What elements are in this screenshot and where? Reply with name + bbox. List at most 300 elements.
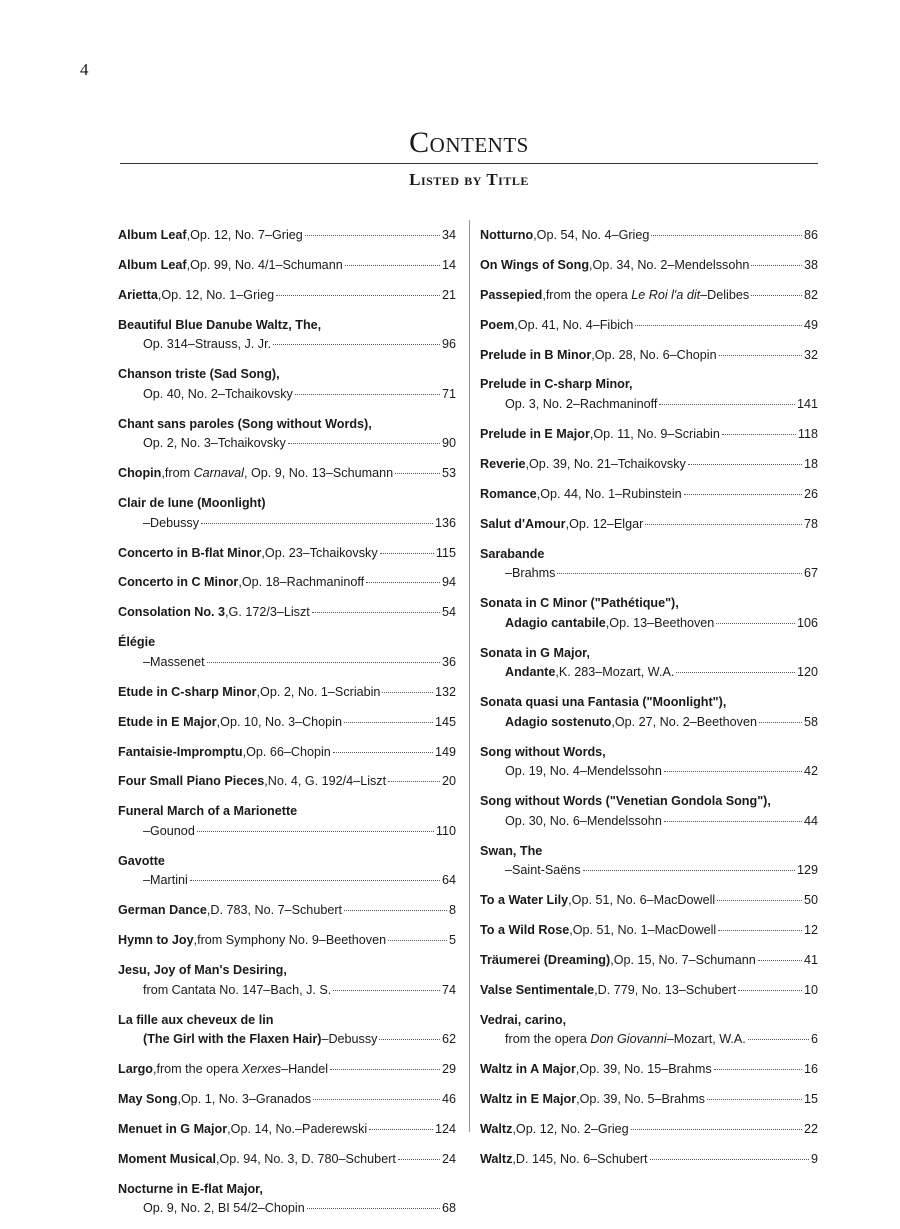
entry-label [480, 316, 518, 336]
entry-description: –Debussy [321, 1032, 378, 1047]
entry-page-number: 110 [435, 823, 456, 838]
entry-page-number: 49 [803, 317, 818, 332]
dot-leader [333, 752, 433, 753]
entry-description: Op. 12–Elgar [569, 516, 644, 531]
entry-separator: , [536, 486, 541, 501]
entry-label [480, 256, 593, 276]
toc-entry [118, 961, 456, 1011]
toc-entry [118, 226, 456, 256]
entry-label [118, 1120, 231, 1140]
entry-line-2 [480, 564, 818, 584]
entry-title: Sarabande [480, 546, 545, 561]
entry-description: Op. 23–Tchaikovsky [264, 545, 378, 560]
toc-entry [480, 644, 818, 694]
entry-separator: , [576, 1091, 580, 1106]
entry-separator: , [242, 744, 247, 759]
entry-page-number: 16 [803, 1062, 818, 1077]
toc-entry [480, 1011, 818, 1061]
entry-line-2 [480, 614, 818, 634]
toc-entry [480, 891, 818, 921]
entry-line-1 [118, 415, 456, 435]
work-title-italic: Le Roi l'a dit [631, 287, 701, 302]
dot-leader [380, 553, 434, 554]
entry-line-1 [480, 743, 818, 763]
entry-page-number: 29 [441, 1062, 456, 1077]
dot-leader [716, 623, 795, 624]
entry-title: Waltz in A Major [480, 1062, 576, 1077]
dot-leader [398, 1159, 440, 1160]
entry-page-number: 106 [796, 615, 818, 630]
entry-description: –Brahms [505, 566, 556, 581]
entry-label [118, 901, 210, 921]
toc-entry [480, 455, 818, 485]
entry-line [118, 1150, 456, 1170]
entry-separator: , [157, 287, 162, 302]
entry-line [118, 464, 456, 484]
entry-description: Op. 66–Chopin [246, 744, 331, 759]
dot-leader [631, 1129, 802, 1130]
entry-title: Romance [480, 486, 537, 501]
entry-title: Nocturne in E-flat Major, [118, 1181, 263, 1196]
entry-label [118, 713, 220, 733]
entry-description: Op. 14, No.–Paderewski [230, 1121, 368, 1136]
entry-description: Op. 2, No. 3–Tchaikovsky [143, 436, 286, 451]
entry-label [480, 346, 595, 366]
toc-entry [118, 633, 456, 683]
entry-line [480, 891, 818, 911]
entry-description: G. 172/3–Liszt [228, 605, 310, 620]
entry-description: Op. 28, No. 6–Chopin [594, 347, 717, 362]
entry-line [480, 226, 818, 246]
dot-leader [369, 1129, 433, 1130]
dot-leader [659, 404, 795, 405]
entry-page-number: 68 [441, 1201, 456, 1216]
entry-title: Sonata quasi una Fantasia ("Moonlight"), [480, 695, 727, 710]
entry-page-number: 132 [434, 684, 456, 699]
dot-leader [197, 831, 434, 832]
entry-page-number: 14 [441, 257, 456, 272]
entry-title: Moment Musical [118, 1151, 216, 1166]
toc-entry [480, 226, 818, 256]
entry-title: Consolation No. 3 [118, 605, 226, 620]
toc-entry [118, 1180, 456, 1229]
dot-leader [557, 573, 802, 574]
entry-page-number: 67 [803, 566, 818, 581]
dot-leader [738, 990, 802, 991]
toc-entry [118, 544, 456, 574]
entry-label [480, 226, 537, 246]
entry-line-1 [480, 693, 818, 713]
dot-leader [650, 1159, 809, 1160]
entry-line [118, 743, 456, 763]
toc-entry [480, 1120, 818, 1150]
toc-entry [118, 573, 456, 603]
entry-label [118, 573, 242, 593]
entry-title: Fantaisie-Impromptu [118, 744, 243, 759]
entry-line-2 [480, 861, 818, 881]
entry-title: Sonata in G Major, [480, 645, 590, 660]
entry-separator: , [227, 1121, 231, 1136]
entry-label [480, 515, 569, 535]
entry-separator: , [611, 714, 615, 729]
entry-page-number: 36 [441, 654, 456, 669]
entry-line [480, 1150, 818, 1170]
entry-title: German Dance [118, 903, 207, 918]
entry-line-2 [480, 663, 818, 683]
entry-description: Op. 39, No. 21–Tchaikovsky [529, 456, 686, 471]
entry-separator: , [568, 893, 572, 908]
entry-description: D. 783, No. 7–Schubert [210, 903, 343, 918]
entry-label [118, 683, 260, 703]
entry-page-number: 96 [441, 337, 456, 352]
entry-title: Etude in E Major [118, 714, 217, 729]
entry-line-2 [480, 395, 818, 415]
entry-line [480, 1120, 818, 1140]
dot-leader [635, 325, 802, 326]
entry-description: Op. 27, No. 2–Beethoven [614, 714, 757, 729]
entry-separator: , [215, 1151, 220, 1166]
dot-leader [313, 1099, 440, 1100]
entry-page-number: 42 [803, 764, 818, 779]
entry-line-2 [480, 762, 818, 782]
entry-line [118, 1120, 456, 1140]
entry-line [480, 1060, 818, 1080]
toc-entry [480, 693, 818, 743]
toc-entry [118, 286, 456, 316]
entry-line-2 [480, 713, 818, 733]
entry-separator: , [525, 456, 530, 471]
dot-leader [714, 1069, 802, 1070]
entry-line [480, 425, 818, 445]
toc-entry [480, 951, 818, 981]
entry-title: Chant sans paroles (Song without Words), [118, 416, 372, 431]
entry-separator: , [555, 665, 559, 680]
dot-leader [366, 582, 440, 583]
entry-label [118, 743, 246, 763]
entry-line [118, 544, 456, 564]
entry-label [118, 286, 161, 306]
dot-leader [312, 612, 440, 613]
entry-line-1 [480, 545, 818, 565]
entry-label [480, 951, 614, 971]
entry-title: Notturno [480, 228, 534, 242]
entry-line [118, 226, 456, 246]
entry-page-number: 41 [803, 952, 818, 967]
toc-entry [118, 1090, 456, 1120]
toc-entry [480, 792, 818, 842]
toc-entry [118, 802, 456, 852]
entry-line-1 [480, 792, 818, 812]
entry-line [118, 1060, 456, 1080]
toc-entry [480, 425, 818, 455]
entry-line [118, 901, 456, 921]
entry-title: Chopin [118, 466, 162, 481]
entry-line [118, 772, 456, 792]
dot-leader [718, 930, 802, 931]
entry-description: –Massenet [143, 654, 205, 669]
entry-description: –Debussy [143, 515, 200, 530]
title-rule [120, 163, 818, 164]
toc-entry [480, 1090, 818, 1120]
entry-title: On Wings of Song [480, 257, 590, 272]
entry-title: Salut d'Amour [480, 516, 566, 531]
entry-title: Funeral March of a Marionette [118, 804, 298, 819]
entry-label [118, 603, 229, 623]
entry-page-number: 64 [441, 873, 456, 888]
entry-page-number: 32 [803, 347, 818, 362]
entry-separator: , [177, 1091, 181, 1106]
entry-line-1 [118, 633, 456, 653]
entry-line-1 [480, 1011, 818, 1031]
toc-entry [118, 365, 456, 415]
entry-description: Op. 44, No. 1–Rubinstein [540, 486, 682, 501]
entry-description: Op. 34, No. 2–Mendelssohn [592, 257, 750, 272]
entry-line [480, 485, 818, 505]
entry-title: Waltz [480, 1151, 513, 1166]
entry-separator: , [193, 933, 198, 948]
entry-label [480, 485, 540, 505]
entry-line [480, 455, 818, 475]
entry-title: Gavotte [118, 853, 165, 868]
entry-line [118, 931, 456, 951]
toc-entry [118, 901, 456, 931]
entry-description: Op. 51, No. 1–MacDowell [572, 922, 717, 937]
entry-separator: , [186, 257, 191, 272]
entry-description: Op. 10, No. 3–Chopin [220, 714, 342, 729]
entry-title: Sonata in C Minor ("Pathétique"), [480, 596, 679, 611]
toc-entry [480, 921, 818, 951]
page-subtitle: Listed by Title [409, 170, 529, 189]
entry-label [118, 1090, 181, 1110]
entry-separator: , [605, 615, 610, 630]
entry-description: from Symphony No. 9–Beethoven [197, 933, 387, 948]
work-title-italic: Carnaval [193, 466, 244, 481]
entry-title-cont: Adagio cantabile [505, 615, 606, 630]
entry-description: –Gounod [143, 823, 195, 838]
entry-title: Reverie [480, 456, 526, 471]
entry-line-2 [480, 1030, 818, 1050]
toc-entry [118, 1150, 456, 1180]
toc-entry [118, 931, 456, 961]
entry-title: Menuet in G Major [118, 1121, 228, 1136]
entry-line-2 [118, 653, 456, 673]
entry-line [118, 713, 456, 733]
entry-label [480, 1090, 580, 1110]
entry-description: from the opera Don Giovanni–Mozart, W.A. [505, 1032, 746, 1047]
entry-page-number: 94 [441, 575, 456, 590]
entry-page-number: 124 [434, 1121, 456, 1136]
dot-leader [759, 722, 802, 723]
entry-title: Song without Words, [480, 744, 606, 759]
entry-page-number: 24 [441, 1151, 456, 1166]
entry-line [480, 921, 818, 941]
entry-description: Op. 18–Rachmaninoff [241, 575, 365, 590]
entry-description: Op. 41, No. 4–Fibich [517, 317, 634, 332]
toc-column-left [118, 226, 456, 1229]
work-title-italic: Xerxes [241, 1062, 282, 1077]
dot-leader [719, 355, 802, 356]
toc-entry [480, 594, 818, 644]
entry-title: Clair de lune (Moonlight) [118, 496, 266, 511]
toc-entry [480, 545, 818, 595]
entry-description: Op. 9, No. 2, BI 54/2–Chopin [143, 1201, 305, 1216]
entry-page-number: 18 [803, 456, 818, 471]
dot-leader [645, 524, 802, 525]
entry-title-cont: (The Girl with the Flaxen Hair) [143, 1032, 322, 1047]
entry-title: Largo [118, 1062, 153, 1077]
entry-separator: , [264, 774, 268, 789]
entry-page-number: 90 [441, 436, 456, 451]
entry-line [480, 316, 818, 336]
entry-title: Four Small Piano Pieces [118, 774, 265, 789]
dot-leader [758, 960, 802, 961]
entry-separator: , [238, 575, 242, 590]
entry-page-number: 34 [441, 228, 456, 242]
entry-description: Op. 11, No. 9–Scriabin [593, 426, 720, 441]
entry-line-1 [118, 961, 456, 981]
entry-line-1 [118, 316, 456, 336]
toc-entry [118, 683, 456, 713]
entry-line [480, 981, 818, 1001]
entry-line-1 [118, 852, 456, 872]
toc-entry [118, 1060, 456, 1090]
entry-line [118, 683, 456, 703]
entry-description: Op. 13–Beethoven [609, 615, 715, 630]
entry-line-2 [118, 335, 456, 355]
entry-description: Op. 314–Strauss, J. Jr. [143, 337, 272, 352]
toc-entry [118, 464, 456, 494]
contents-heading [120, 125, 818, 192]
entry-title: Prelude in B Minor [480, 347, 592, 362]
entry-separator: , [589, 426, 594, 441]
entry-line-2 [118, 1199, 456, 1219]
entry-page-number: 46 [441, 1091, 456, 1106]
dot-leader [751, 295, 802, 296]
entry-title: Album Leaf [118, 228, 187, 242]
entry-description: Op. 94, No. 3, D. 780–Schubert [219, 1151, 396, 1166]
entry-separator: , [591, 347, 595, 362]
toc-entry [118, 316, 456, 366]
entry-description: K. 283–Mozart, W.A. [558, 665, 675, 680]
entry-separator: , [594, 982, 598, 997]
entry-separator: , [512, 1121, 516, 1136]
entry-line [118, 256, 456, 276]
entry-label [480, 921, 573, 941]
toc-entry [480, 1060, 818, 1090]
entry-title: Prelude in E Major [480, 426, 590, 441]
entry-line-2 [118, 434, 456, 454]
entry-description: No. 4, G. 192/4–Liszt [267, 774, 387, 789]
entry-line-2 [118, 385, 456, 405]
entry-description: Op. 51, No. 6–MacDowell [571, 893, 716, 908]
entry-separator: , [533, 228, 537, 242]
dot-leader [345, 265, 440, 266]
dot-leader [751, 265, 802, 266]
toc-entry [118, 1120, 456, 1150]
entry-title: Vedrai, carino, [480, 1012, 567, 1027]
entry-line-2 [118, 514, 456, 534]
entry-page-number: 26 [803, 486, 818, 501]
toc-entry [480, 346, 818, 376]
entry-page-number: 141 [796, 397, 818, 412]
toc-column-right [480, 226, 818, 1180]
column-divider [469, 220, 470, 1132]
entry-title: Arietta [118, 287, 158, 302]
toc-entry [118, 713, 456, 743]
entry-line-1 [480, 594, 818, 614]
dot-leader [388, 781, 440, 782]
entry-page-number: 10 [803, 982, 818, 997]
entry-line [118, 1090, 456, 1110]
entry-separator: , [589, 257, 593, 272]
toc-entry [480, 981, 818, 1011]
dot-leader [684, 494, 802, 495]
toc-entry [118, 256, 456, 286]
toc-entry [480, 743, 818, 793]
entry-separator: , [261, 545, 265, 560]
dot-leader [583, 870, 795, 871]
dot-leader [295, 394, 440, 395]
toc-entry [480, 375, 818, 425]
entry-line-2 [480, 812, 818, 832]
dot-leader [333, 990, 440, 991]
entry-description: Op. 39, No. 5–Brahms [579, 1091, 705, 1106]
work-title-italic: Don Giovanni [590, 1032, 667, 1047]
entry-description: from Carnaval, Op. 9, No. 13–Schumann [164, 466, 394, 481]
dot-leader [395, 473, 440, 474]
toc-entry [480, 842, 818, 892]
dot-leader [307, 1208, 440, 1209]
entry-line [480, 256, 818, 276]
entry-description: Op. 2, No. 1–Scriabin [260, 684, 381, 699]
entry-separator: , [186, 228, 191, 242]
entry-description: from Cantata No. 147–Bach, J. S. [143, 982, 332, 997]
entry-separator: , [542, 287, 546, 302]
entry-line-1 [480, 375, 818, 395]
entry-title: Waltz [480, 1121, 513, 1136]
entry-label [480, 425, 593, 445]
toc-entry [480, 286, 818, 316]
entry-description: Op. 12, No. 1–Grieg [161, 287, 275, 302]
entry-page-number: 149 [434, 744, 456, 759]
entry-description: Op. 15, No. 7–Schumann [613, 952, 756, 967]
dot-leader [201, 523, 433, 524]
entry-title: Poem [480, 317, 515, 332]
dot-leader [388, 940, 447, 941]
entry-title: Valse Sentimentale [480, 982, 595, 997]
entry-label [480, 286, 546, 306]
entry-page-number: 53 [441, 466, 456, 481]
entry-title: Beautiful Blue Danube Waltz, The, [118, 317, 322, 332]
entry-title: Song without Words ("Venetian Gondola Song"), [480, 794, 771, 809]
entry-label [118, 1150, 219, 1170]
entry-line-2 [118, 871, 456, 891]
entry-line-2 [118, 981, 456, 1001]
entry-page-number: 74 [441, 982, 456, 997]
toc-entry [118, 1011, 456, 1061]
entry-title-cont: Adagio sostenuto [505, 714, 612, 729]
entry-page-number: 78 [803, 516, 818, 531]
entry-line [480, 346, 818, 366]
entry-title: Träumerei (Dreaming) [480, 952, 611, 967]
dot-leader [664, 771, 802, 772]
entry-page-number: 12 [803, 922, 818, 937]
entry-label [118, 772, 268, 792]
entry-label [480, 981, 598, 1001]
entry-line-1 [118, 494, 456, 514]
entry-line [118, 603, 456, 623]
entry-title: May Song [118, 1091, 178, 1106]
